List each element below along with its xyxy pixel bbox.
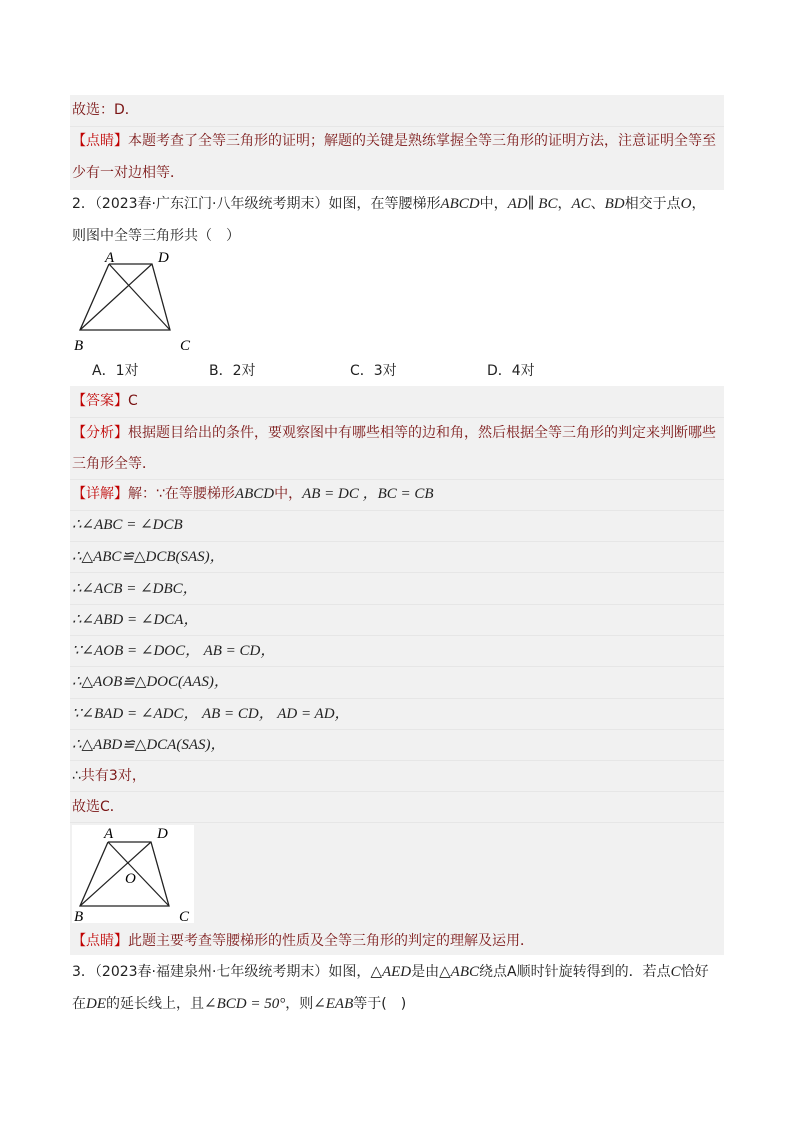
- stem-text: 是由: [411, 964, 440, 980]
- math: △AED: [370, 964, 412, 980]
- total-text: 共有3对，: [80, 768, 146, 784]
- option-d[interactable]: D．4对: [487, 363, 535, 379]
- math: AD∥ BC: [507, 196, 558, 212]
- answer-value: C: [128, 393, 138, 409]
- prev-choice: 故选：D．: [72, 102, 139, 118]
- prev-comment: [72, 131, 716, 151]
- proof-step: ∴△AOB≌△DOC(AAS)，: [72, 674, 229, 690]
- divider: [70, 791, 724, 792]
- detail-tag: 【详解】: [72, 486, 128, 502]
- divider: [70, 541, 724, 542]
- comment-text: 本题考查了全等三角形的证明；解题的关键是熟练掌握全等三角形的证明方法，注意证明全等至: [128, 133, 716, 149]
- label-d: D: [157, 826, 168, 842]
- divider: [70, 126, 724, 127]
- divider: [70, 822, 724, 823]
- analysis-text: 根据题目给出的条件，要观察图中有哪些相等的边和角，然后根据全等三角形的判定来判断哪些: [128, 425, 716, 441]
- divider: [70, 510, 724, 511]
- math: O: [680, 196, 692, 212]
- proof-step: ∵∠AOB = ∠DOC， AB = CD，: [72, 643, 276, 659]
- trapezoid-figure-with-o: [72, 825, 194, 923]
- label-c: C: [179, 909, 190, 923]
- proof-step: ∵∠BAD = ∠ADC， AB = CD， AD = AD，: [72, 706, 350, 722]
- comment-text: 此题主要考查等腰梯形的性质及全等三角形的判定的理解及运用．: [128, 933, 534, 949]
- stem-text: ，: [691, 196, 706, 212]
- detail: [72, 484, 434, 504]
- analysis-cont: 三角形全等．: [72, 456, 156, 472]
- label-b: B: [74, 338, 84, 354]
- question-source: （2023春·广东江门·八年级统考期末）: [94, 196, 329, 212]
- math: AC: [571, 196, 591, 212]
- proof-step: ∴△ABC≌△DCB(SAS)，: [72, 549, 225, 565]
- stem-text: 如图，在等腰梯形: [328, 196, 441, 212]
- comment-tag: 【点睛】: [72, 933, 128, 949]
- trapezoid-figure: [72, 250, 192, 355]
- stem-text: 在: [72, 996, 86, 1012]
- proof-step: ∴∠ABD = ∠DCA，: [72, 612, 199, 628]
- math: ABCD: [234, 486, 275, 502]
- math: AB = DC ，BC = CB: [302, 486, 434, 502]
- total: [72, 766, 146, 786]
- stem-text: 中，: [479, 196, 508, 212]
- question-3-stem: [72, 962, 709, 982]
- divider: [70, 417, 724, 418]
- math: C: [670, 964, 681, 980]
- option-b[interactable]: B．2对: [209, 363, 256, 379]
- question-number: 2．: [72, 196, 95, 212]
- math: BD: [604, 196, 625, 212]
- therefore: ∴: [72, 768, 81, 784]
- label-b: B: [74, 909, 84, 923]
- label-d: D: [158, 250, 169, 266]
- label-a: A: [105, 250, 115, 266]
- divider: [70, 729, 724, 730]
- proof-step: ∴△ABD≌△DCA(SAS)，: [72, 737, 226, 753]
- divider: [70, 604, 724, 605]
- analysis-tag: 【分析】: [72, 425, 128, 441]
- solution-choice: 故选C．: [72, 799, 124, 815]
- divider: [70, 635, 724, 636]
- divider: [70, 666, 724, 667]
- label-c: C: [180, 338, 191, 354]
- question-3-stem-cont: [72, 994, 406, 1014]
- stem-text: 恰好: [680, 964, 709, 980]
- stem-text: 3．（2023春·福建泉州·七年级统考期末）如图，: [72, 964, 371, 980]
- math: △ABC: [439, 964, 480, 980]
- comment-tag: 【点睛】: [72, 133, 128, 149]
- answer: [72, 391, 138, 411]
- stem-text: 等于( ): [353, 996, 407, 1012]
- math: ∠EAB: [313, 996, 354, 1012]
- divider: [70, 479, 724, 480]
- option-a[interactable]: A．1对: [92, 363, 139, 379]
- label-a: A: [104, 826, 114, 842]
- question-2-stem-cont: 则图中全等三角形共（ ）: [72, 228, 240, 244]
- label-o: O: [125, 871, 136, 887]
- stem-text: 、: [590, 196, 605, 212]
- math: ABCD: [440, 196, 480, 212]
- question-2-stem: [72, 194, 705, 214]
- stem-text: 相交于点: [624, 196, 681, 212]
- option-c[interactable]: C．3对: [350, 363, 397, 379]
- divider: [70, 698, 724, 699]
- prev-comment-cont: 少有一对边相等．: [72, 165, 184, 181]
- detail-text: 中，: [274, 486, 303, 502]
- answer-tag: 【答案】: [72, 393, 128, 409]
- diagonal-bd: [80, 842, 151, 906]
- proof-step: ∴∠ACB = ∠DBC，: [72, 581, 198, 597]
- diagonal-bd: [80, 264, 152, 330]
- stem-text: 绕点A顺时针旋转得到的．若点: [479, 964, 671, 980]
- solution-comment: [72, 931, 534, 951]
- trapezoid-outline: [80, 264, 170, 330]
- analysis: [72, 423, 716, 443]
- stem-text: ，则: [285, 996, 314, 1012]
- divider: [70, 760, 724, 761]
- detail-text: 解：∵在等腰梯形: [128, 486, 235, 502]
- math: DE: [86, 996, 106, 1012]
- stem-text: 的延长线上，且: [106, 996, 204, 1012]
- proof-step: ∴∠ABC = ∠DCB: [72, 517, 183, 533]
- divider: [70, 572, 724, 573]
- stem-text: ，: [557, 196, 572, 212]
- math: ∠BCD = 50°: [204, 996, 286, 1012]
